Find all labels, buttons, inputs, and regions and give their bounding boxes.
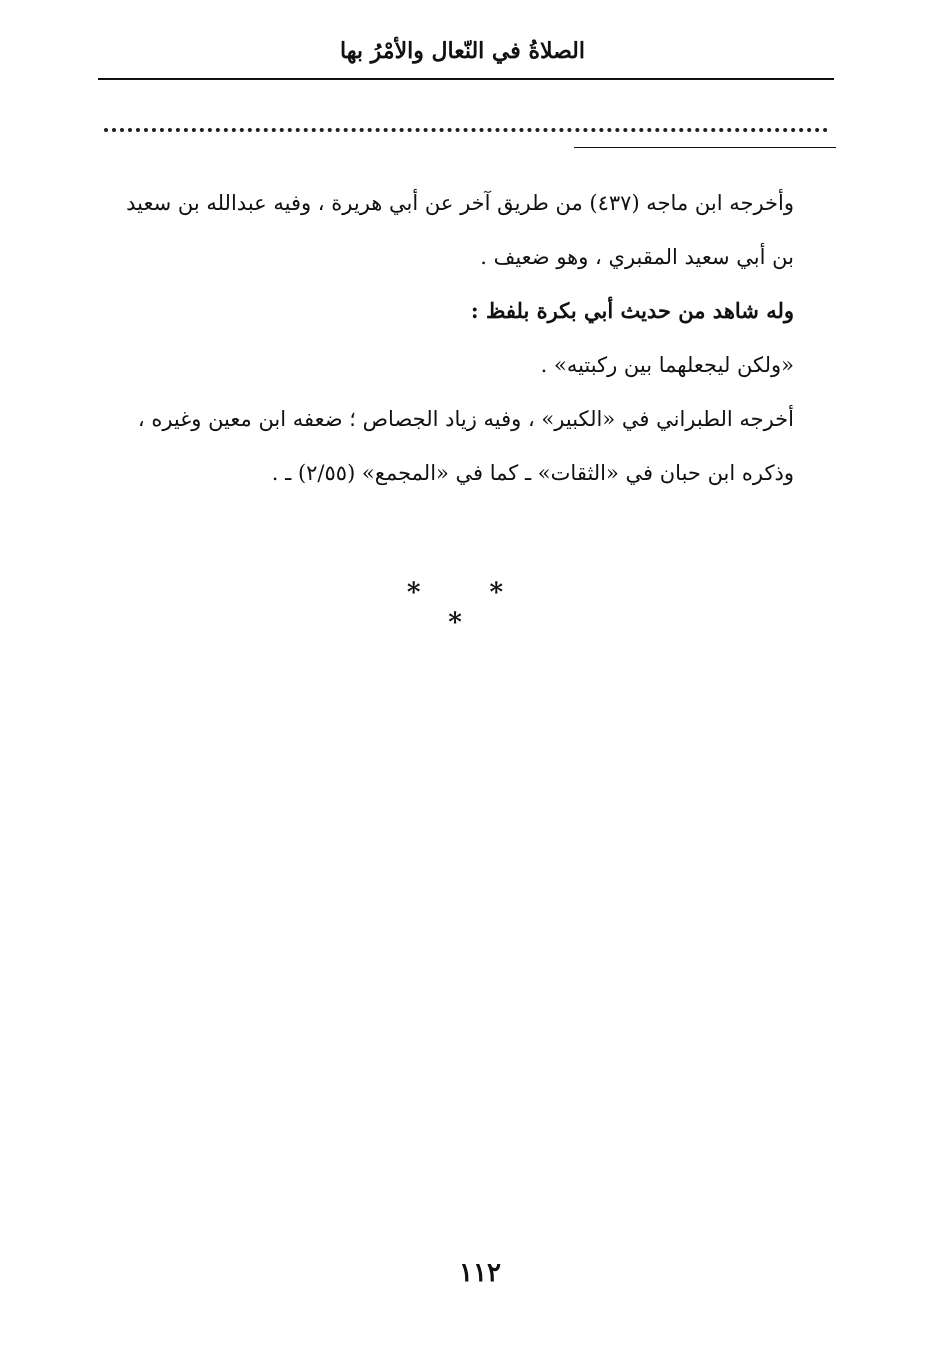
page-header-title: الصلاةُ في النّعال والأمْرُ بها xyxy=(340,38,585,64)
section-separator-stars: * * * xyxy=(406,578,534,638)
page-number: ١١٢ xyxy=(459,1258,501,1288)
paragraph-hadith-quote: «ولكن ليجعلهما بين ركبتيه» . xyxy=(540,353,794,377)
paragraph-tabarani: أخرجه الطبراني في «الكبير» ، وفيه زياد الجصاص ؛ ضعفه ابن معين وغيره ، وذكره ابن حبان في «الثقات» ـ كما في «المجمع» (٢/٥٥) ـ . xyxy=(137,407,794,485)
paragraph-ibn-majah: وأخرجه ابن ماجه (٤٣٧) من طريق آخر عن أبي هريرة ، وفيه عبدالله بن سعيد بن أبي سعيد المقبري ، وهو ضعيف . xyxy=(126,191,794,269)
footnote-rule xyxy=(574,147,836,148)
paragraph-shahid: وله شاهد من حديث أبي بكرة بلفظ : xyxy=(470,298,794,323)
header-rule xyxy=(98,78,834,80)
body-text xyxy=(100,176,836,500)
dotted-separator xyxy=(104,128,828,132)
